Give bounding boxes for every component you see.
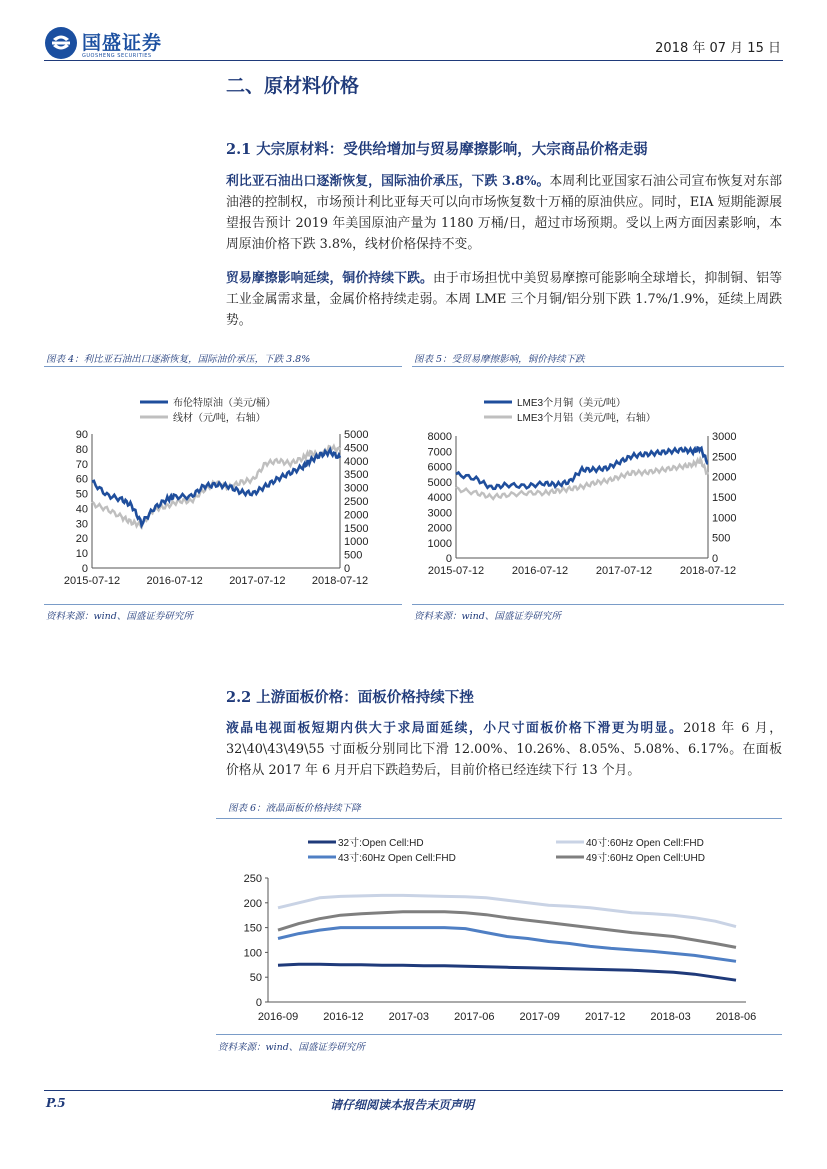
report-date: 2018 年 07 月 15 日 xyxy=(655,41,781,56)
fig4-ytick-left: 70 xyxy=(75,458,88,471)
fig4-ytick-left: 90 xyxy=(75,429,88,441)
fig6-series-line-0 xyxy=(278,964,736,980)
page-number: P.5 xyxy=(46,1096,66,1110)
paragraph-panel-lead: 液晶电视面板短期内供大于求局面延续，小尺寸面板价格下滑更为明显。 xyxy=(226,721,684,736)
figure-6-source-rule xyxy=(216,1034,782,1035)
figure-5-source-rule xyxy=(412,604,784,605)
figure-4-caption-rule xyxy=(44,366,402,367)
fig4-ytick-right: 4000 xyxy=(344,455,369,468)
fig6-legend-label-2: 43寸:60Hz Open Cell:FHD xyxy=(338,853,456,864)
fig4-ytick-right: 3500 xyxy=(344,469,369,482)
fig5-ytick-left: 5000 xyxy=(427,476,452,489)
fig4-xtick: 2015-07-12 xyxy=(63,575,121,587)
fig5-xtick: 2017-07-12 xyxy=(595,565,653,577)
fig6-series-line-2 xyxy=(278,928,736,962)
fig4-ytick-right: 0 xyxy=(344,563,351,575)
paragraph-oil-body: 本周利比亚国家石油公司宣布恢复对东部油港的控制权，市场预计利比亚每天可以向市场恢复数十万桶的原油供应。同时，EIA 短期能源展望报告预计 2019 年美国原油产量为 1180 万桶/日，超过市场预期。受以上两方面因素影响，本周原油价格下跌 3.8%，线材价格保持不变。 xyxy=(226,174,782,252)
fig5-ytick-left: 2000 xyxy=(427,522,452,535)
paragraph-copper xyxy=(226,268,782,331)
fig4-ytick-left: 0 xyxy=(81,563,88,575)
fig4-ytick-right: 5000 xyxy=(344,429,369,441)
fig4-ytick-right: 1500 xyxy=(344,522,369,535)
paragraph-copper-lead: 贸易摩擦影响延续，铜价持续下跌。 xyxy=(226,271,433,286)
fig4-ytick-right: 2000 xyxy=(344,509,369,522)
fig6-xtick: 2017-09 xyxy=(519,1011,560,1023)
fig5-ytick-left: 6000 xyxy=(427,461,452,474)
fig4-ytick-right: 1000 xyxy=(344,536,369,549)
fig5-xtick: 2018-07-12 xyxy=(679,565,737,577)
fig4-xtick: 2018-07-12 xyxy=(311,575,369,587)
paragraph-panel-body: 2018 年 6 月，32\40\43\49\55 寸面板分别同比下滑 12.00%、10.26%、8.05%、5.08%、6.17%。在面板价格从 2017 年 6 月开启下跌趋势后，目前价格已经连续下行 13 个月。 xyxy=(226,721,782,778)
fig5-xtick: 2016-07-12 xyxy=(511,565,569,577)
fig6-xtick: 2017-06 xyxy=(454,1011,495,1023)
figure-5-caption-rule xyxy=(412,366,784,367)
paragraph-copper-body: 由于市场担忧中美贸易摩擦可能影响全球增长，抑制铜、铝等工业金属需求量，金属价格持续走弱。本周 LME 三个月铜/铝分别下跌 1.7%/1.9%，延续上周跌势。 xyxy=(226,271,783,328)
fig4-legend-label-1: 线材（元/吨，右轴） xyxy=(173,413,266,424)
fig6-series-line-1 xyxy=(278,895,736,926)
footer-rule xyxy=(44,1090,783,1091)
fig5-legend-label-1: LME3个月铝（美元/吨，右轴） xyxy=(517,413,656,424)
fig5-ytick-left: 8000 xyxy=(427,431,452,443)
fig6-ytick: 200 xyxy=(243,897,262,910)
fig5-ytick-left: 1000 xyxy=(427,537,452,550)
fig6-xtick: 2016-09 xyxy=(257,1011,299,1023)
figure-4-source-rule xyxy=(44,604,402,605)
fig4-xtick: 2016-07-12 xyxy=(146,575,203,587)
fig4-ytick-left: 40 xyxy=(75,503,88,516)
figure-6-chart xyxy=(216,828,782,1028)
fig4-xtick: 2017-07-12 xyxy=(229,575,286,587)
figure-6-caption-rule xyxy=(216,818,782,819)
figure-5-chart xyxy=(412,392,784,592)
fig4-ytick-right: 3000 xyxy=(344,482,369,495)
fig4-ytick-left: 10 xyxy=(75,548,88,561)
fig5-ytick-right: 2500 xyxy=(712,451,737,464)
figure-4-chart xyxy=(44,392,404,592)
figure-6-source: 资料来源：wind、国盛证券研究所 xyxy=(218,1042,365,1053)
fig6-xtick: 2018-03 xyxy=(650,1011,691,1023)
fig5-ytick-right: 500 xyxy=(712,532,731,545)
fig6-xtick: 2018-06 xyxy=(715,1011,757,1023)
fig6-xtick: 2016-12 xyxy=(323,1011,364,1023)
header-rule xyxy=(44,60,783,61)
logo xyxy=(44,26,184,62)
fig4-ytick-right: 4500 xyxy=(344,442,369,455)
fig5-ytick-left: 3000 xyxy=(427,507,452,520)
fig5-ytick-right: 1000 xyxy=(712,512,737,525)
fig5-ytick-left: 7000 xyxy=(427,446,452,459)
fig4-ytick-left: 50 xyxy=(75,488,88,501)
fig4-ytick-right: 500 xyxy=(344,549,363,562)
figure-4-caption: 图表 4：利比亚石油出口逐渐恢复，国际油价承压，下跌 3.8% xyxy=(46,354,311,365)
fig6-ytick: 100 xyxy=(243,947,262,960)
fig6-xtick: 2017-03 xyxy=(388,1011,430,1023)
fig5-ytick-right: 1500 xyxy=(712,492,737,504)
footer-notice: 请仔细阅读本报告末页声明 xyxy=(330,1098,475,1112)
fig6-ytick: 250 xyxy=(243,873,262,885)
logo-mark-icon xyxy=(44,26,78,60)
fig4-ytick-left: 30 xyxy=(75,518,88,531)
figure-6-caption: 图表 6：液晶面板价格持续下降 xyxy=(228,803,361,814)
fig6-legend-label-3: 49寸:60Hz Open Cell:UHD xyxy=(586,853,705,864)
logo-subtext: GUOSHENG SECURITIES xyxy=(82,53,152,59)
fig4-legend-label-0: 布伦特原油（美元/桶） xyxy=(173,398,276,409)
fig5-ytick-right: 2000 xyxy=(712,471,737,484)
figure-5-caption: 图表 5：受贸易摩擦影响，铜价持续下跌 xyxy=(414,354,585,365)
fig4-ytick-left: 80 xyxy=(75,443,88,456)
figure-5-source: 资料来源：wind、国盛证券研究所 xyxy=(414,611,561,622)
fig6-ytick: 50 xyxy=(249,972,262,985)
section-title: 二、原材料价格 xyxy=(226,75,360,97)
logo-text: 国盛证券 xyxy=(82,32,163,54)
fig4-ytick-left: 20 xyxy=(75,533,88,546)
fig6-ytick: 150 xyxy=(243,922,262,935)
fig5-ytick-right: 0 xyxy=(712,553,719,565)
fig5-ytick-right: 3000 xyxy=(712,431,737,443)
subsection-2-2-title: 2.2 上游面板价格：面板价格持续下挫 xyxy=(226,689,474,706)
fig6-series-line-3 xyxy=(278,912,736,948)
fig6-legend-label-0: 32寸:Open Cell:HD xyxy=(338,838,424,849)
paragraph-panel xyxy=(226,718,782,781)
fig5-ytick-left: 4000 xyxy=(427,492,452,504)
fig5-xtick: 2015-07-12 xyxy=(427,565,485,577)
paragraph-oil-lead: 利比亚石油出口逐渐恢复，国际油价承压，下跌 3.8%。 xyxy=(226,174,550,189)
fig5-legend-label-0: LME3个月铜（美元/吨） xyxy=(517,398,626,409)
fig6-xtick: 2017-12 xyxy=(584,1011,626,1023)
fig4-ytick-left: 60 xyxy=(75,473,88,486)
fig4-ytick-right: 2500 xyxy=(344,496,369,508)
fig6-ytick: 0 xyxy=(255,997,262,1009)
paragraph-oil xyxy=(226,171,782,255)
subsection-2-1-title: 2.1 大宗原材料：受供给增加与贸易摩擦影响，大宗商品价格走弱 xyxy=(226,141,648,158)
fig5-ytick-left: 0 xyxy=(445,553,452,565)
fig6-legend-label-1: 40寸:60Hz Open Cell:FHD xyxy=(586,838,704,849)
figure-4-source: 资料来源：wind、国盛证券研究所 xyxy=(46,611,193,622)
